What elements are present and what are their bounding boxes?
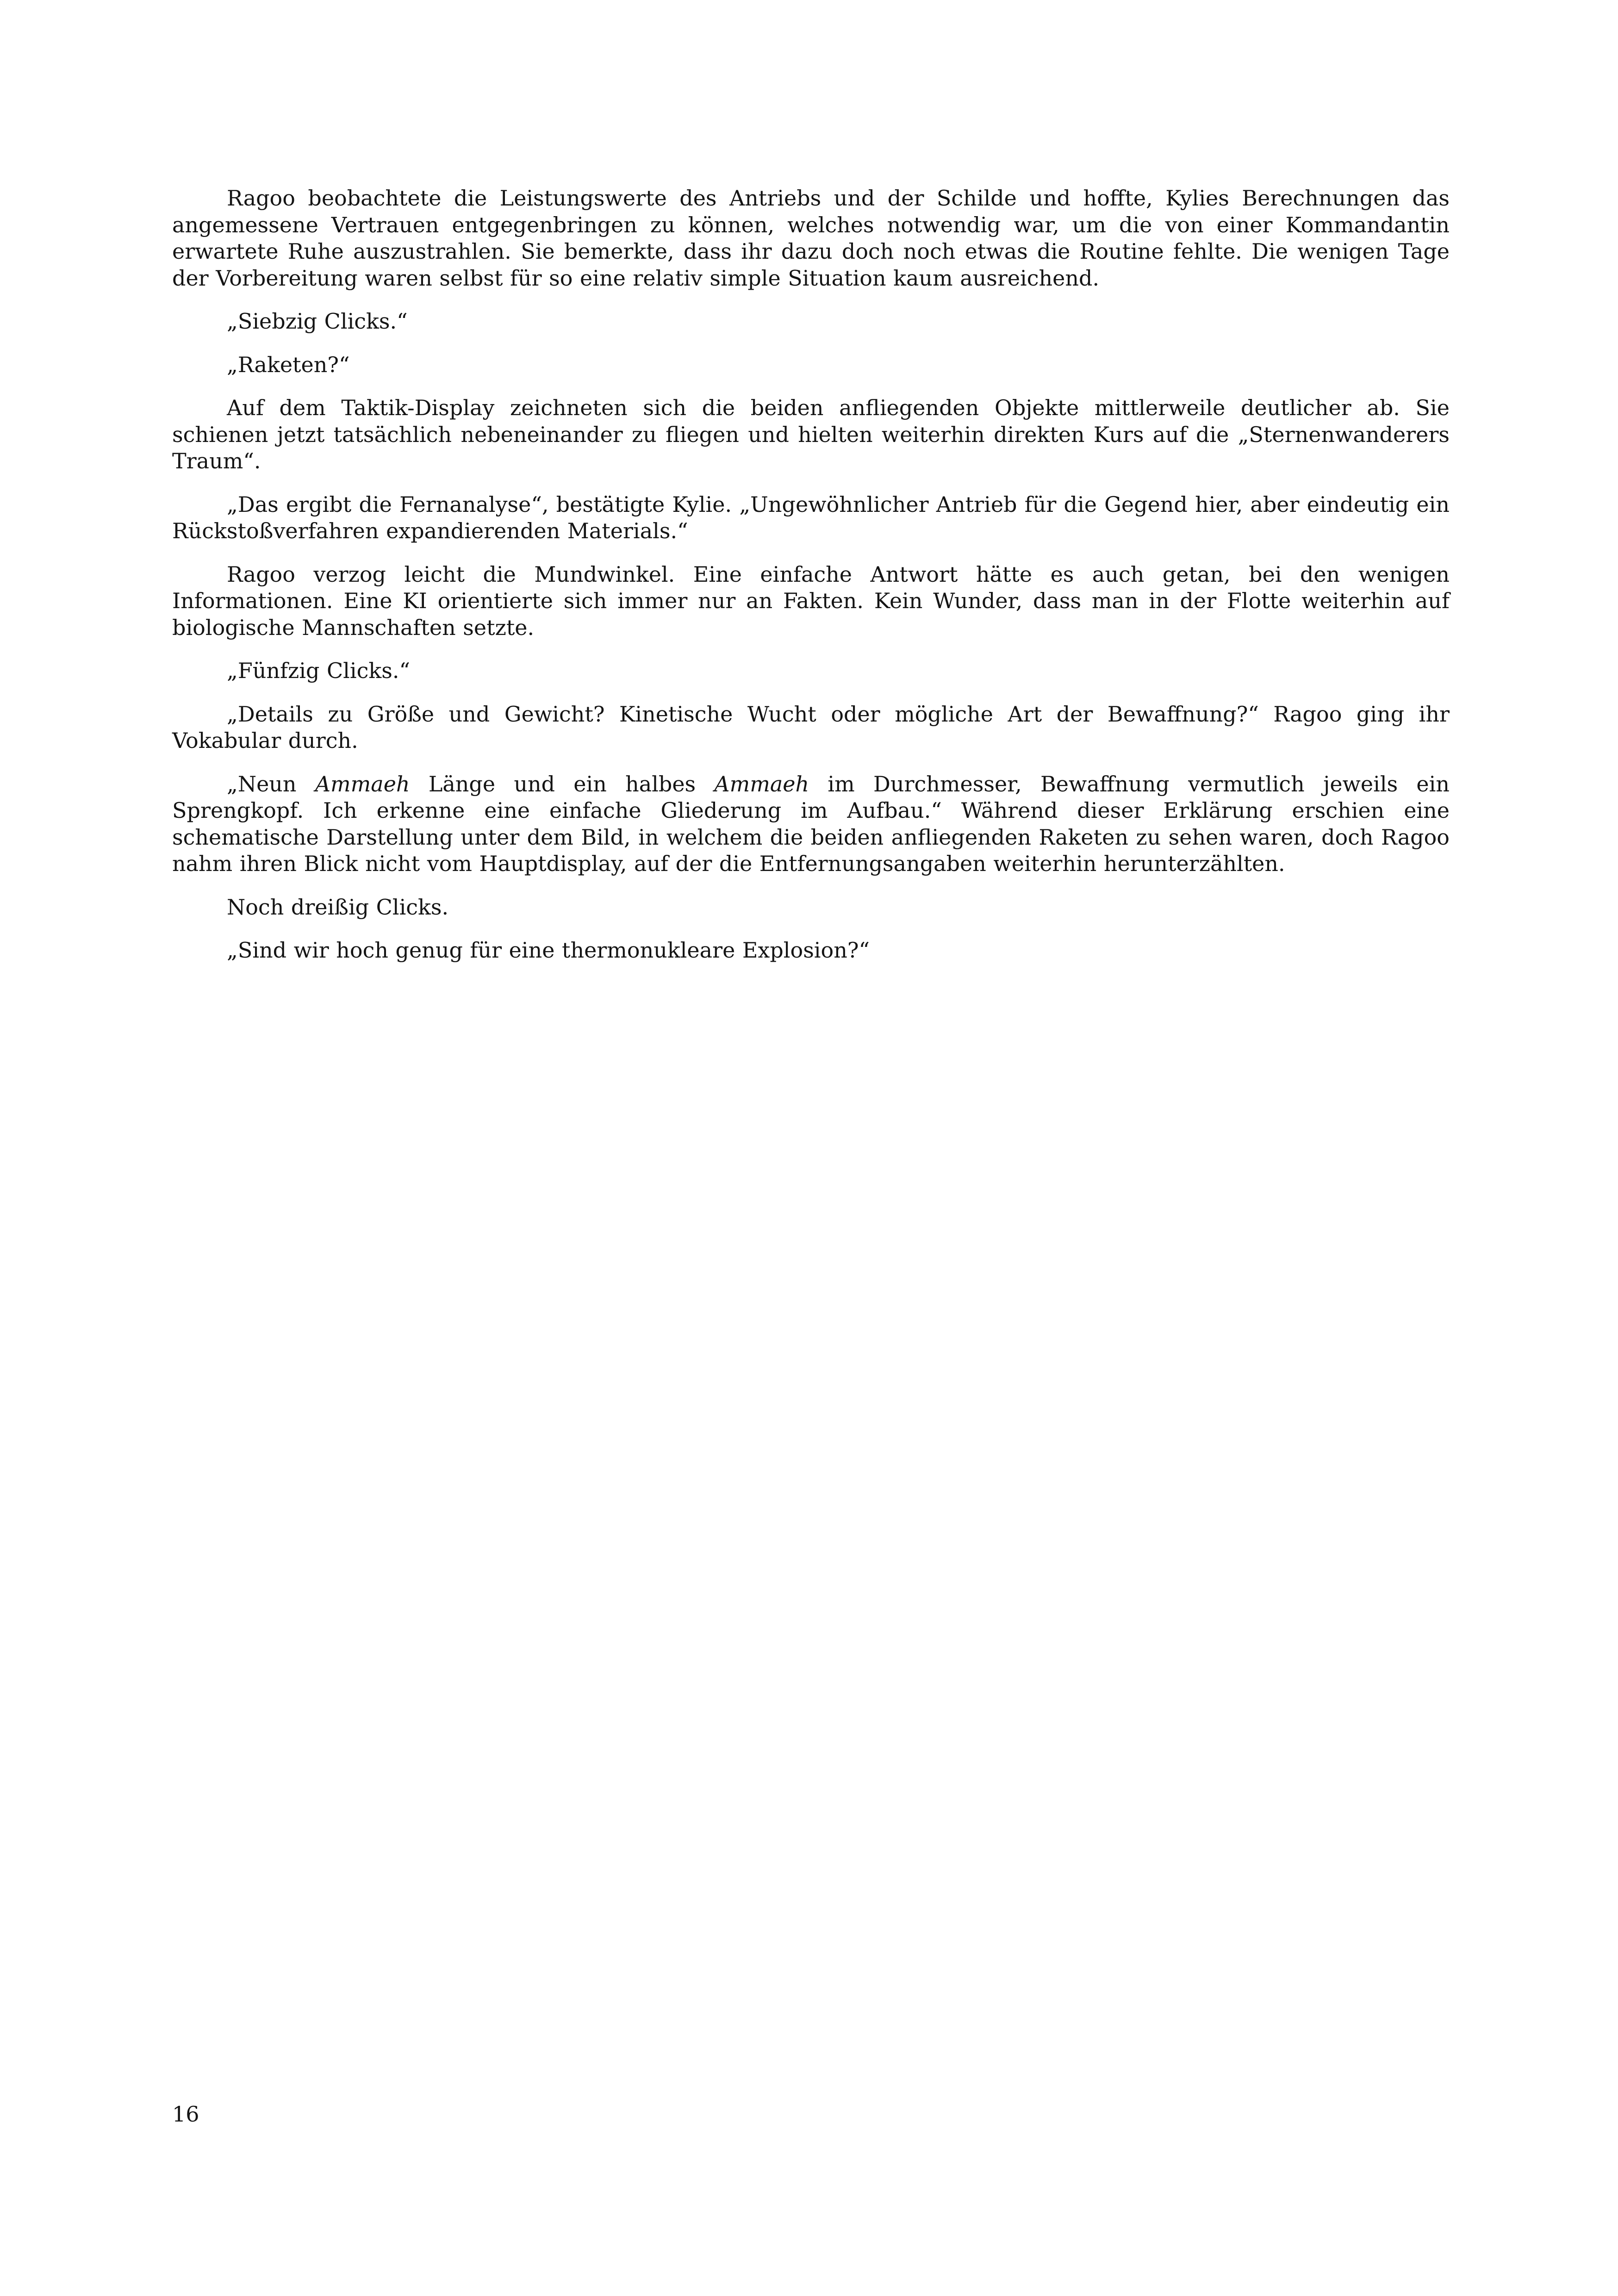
paragraph-dialogue-fernanalyse [172,492,1450,545]
paragraph-text: „Neun [227,771,315,796]
paragraph-narration-3 [172,561,1450,641]
paragraph-text: Auf dem Taktik-Display zeichneten sich die beiden anfliegenden Objekte mittlerweile deutlicher ab. Sie schienen jetzt tatsächlich nebeneinander zu fliegen und hielten weiterhin direkten Kurs auf die „Sternenwanderers Traum“. [172,395,1450,473]
paragraph-dialogue-thermonuklear [172,937,1450,964]
paragraph-narration-2 [172,395,1450,475]
paragraph-text: „Raketen?“ [227,352,350,377]
paragraph-text: „Siebzig Clicks.“ [227,309,408,334]
paragraph-text: im Durchmesser, Bewaffnung vermutlich jeweils ein Sprengkopf. Ich erkenne eine einfache Gliederung im Aufbau.“ Während dieser Erklärung erschien eine schematische Darstellung unter dem Bild, in welchem die beiden anfliegenden Raketen zu sehen waren, doch Ragoo nahm ihren Blick nicht vom Hauptdisplay, auf der die Entfernungsangaben weiterhin herunterzählten. [172,771,1450,876]
paragraph-text: „Das ergibt die Fernanalyse“, bestätigte Kylie. „Ungewöhnlicher Antrieb für die Gegend hier, aber eindeutig ein Rückstoßverfahren expandierenden Materials.“ [172,492,1450,543]
paragraph-text: „Fünfzig Clicks.“ [227,658,410,683]
paragraph-dialogue-siebzig-clicks [172,308,1450,335]
paragraph-dialogue-raketen [172,352,1450,379]
paragraph-text-italic-ammaeh: Ammaeh [714,771,809,796]
paragraph-text: „Sind wir hoch genug für eine thermonukleare Explosion?“ [227,938,870,963]
paragraph-text: Ragoo beobachtete die Leistungswerte des Antriebs und der Schilde und hoffte, Kylies Berechnungen das angemessene Vertrauen entgegenbringen zu können, welches notwendig war, um die von einer Kommandantin erwartete Ruhe auszustrahlen. Sie bemerkte, dass ihr dazu doch noch etwas die Routine fehlte. Die wenigen Tage der Vorbereitung waren selbst für so eine relativ simple Situation kaum ausreichend. [172,186,1450,291]
page-text-block [172,185,1450,981]
paragraph-text: Ragoo verzog leicht die Mundwinkel. Eine einfache Antwort hätte es auch getan, bei den wenigen Informationen. Eine KI orientierte sich immer nur an Fakten. Kein Wunder, dass man in der Flotte weiterhin auf biologische Mannschaften setzte. [172,561,1450,640]
paragraph-text-italic-ammaeh: Ammaeh [315,771,410,796]
paragraph-narration-1 [172,185,1450,292]
paragraph-text: Noch dreißig Clicks. [227,894,449,920]
paragraph-dialogue-details [172,701,1450,754]
paragraph-dialogue-ammaeh [172,771,1450,877]
paragraph-narration-dreissig-clicks [172,894,1450,921]
paragraph-text: „Details zu Größe und Gewicht? Kinetische Wucht oder mögliche Art der Bewaffnung?“ Ragoo ging ihr Vokabular durch. [172,701,1450,753]
paragraph-dialogue-fuenfzig-clicks [172,658,1450,684]
page-number: 16 [172,2102,199,2127]
paragraph-text: Länge und ein halbes [410,771,715,796]
